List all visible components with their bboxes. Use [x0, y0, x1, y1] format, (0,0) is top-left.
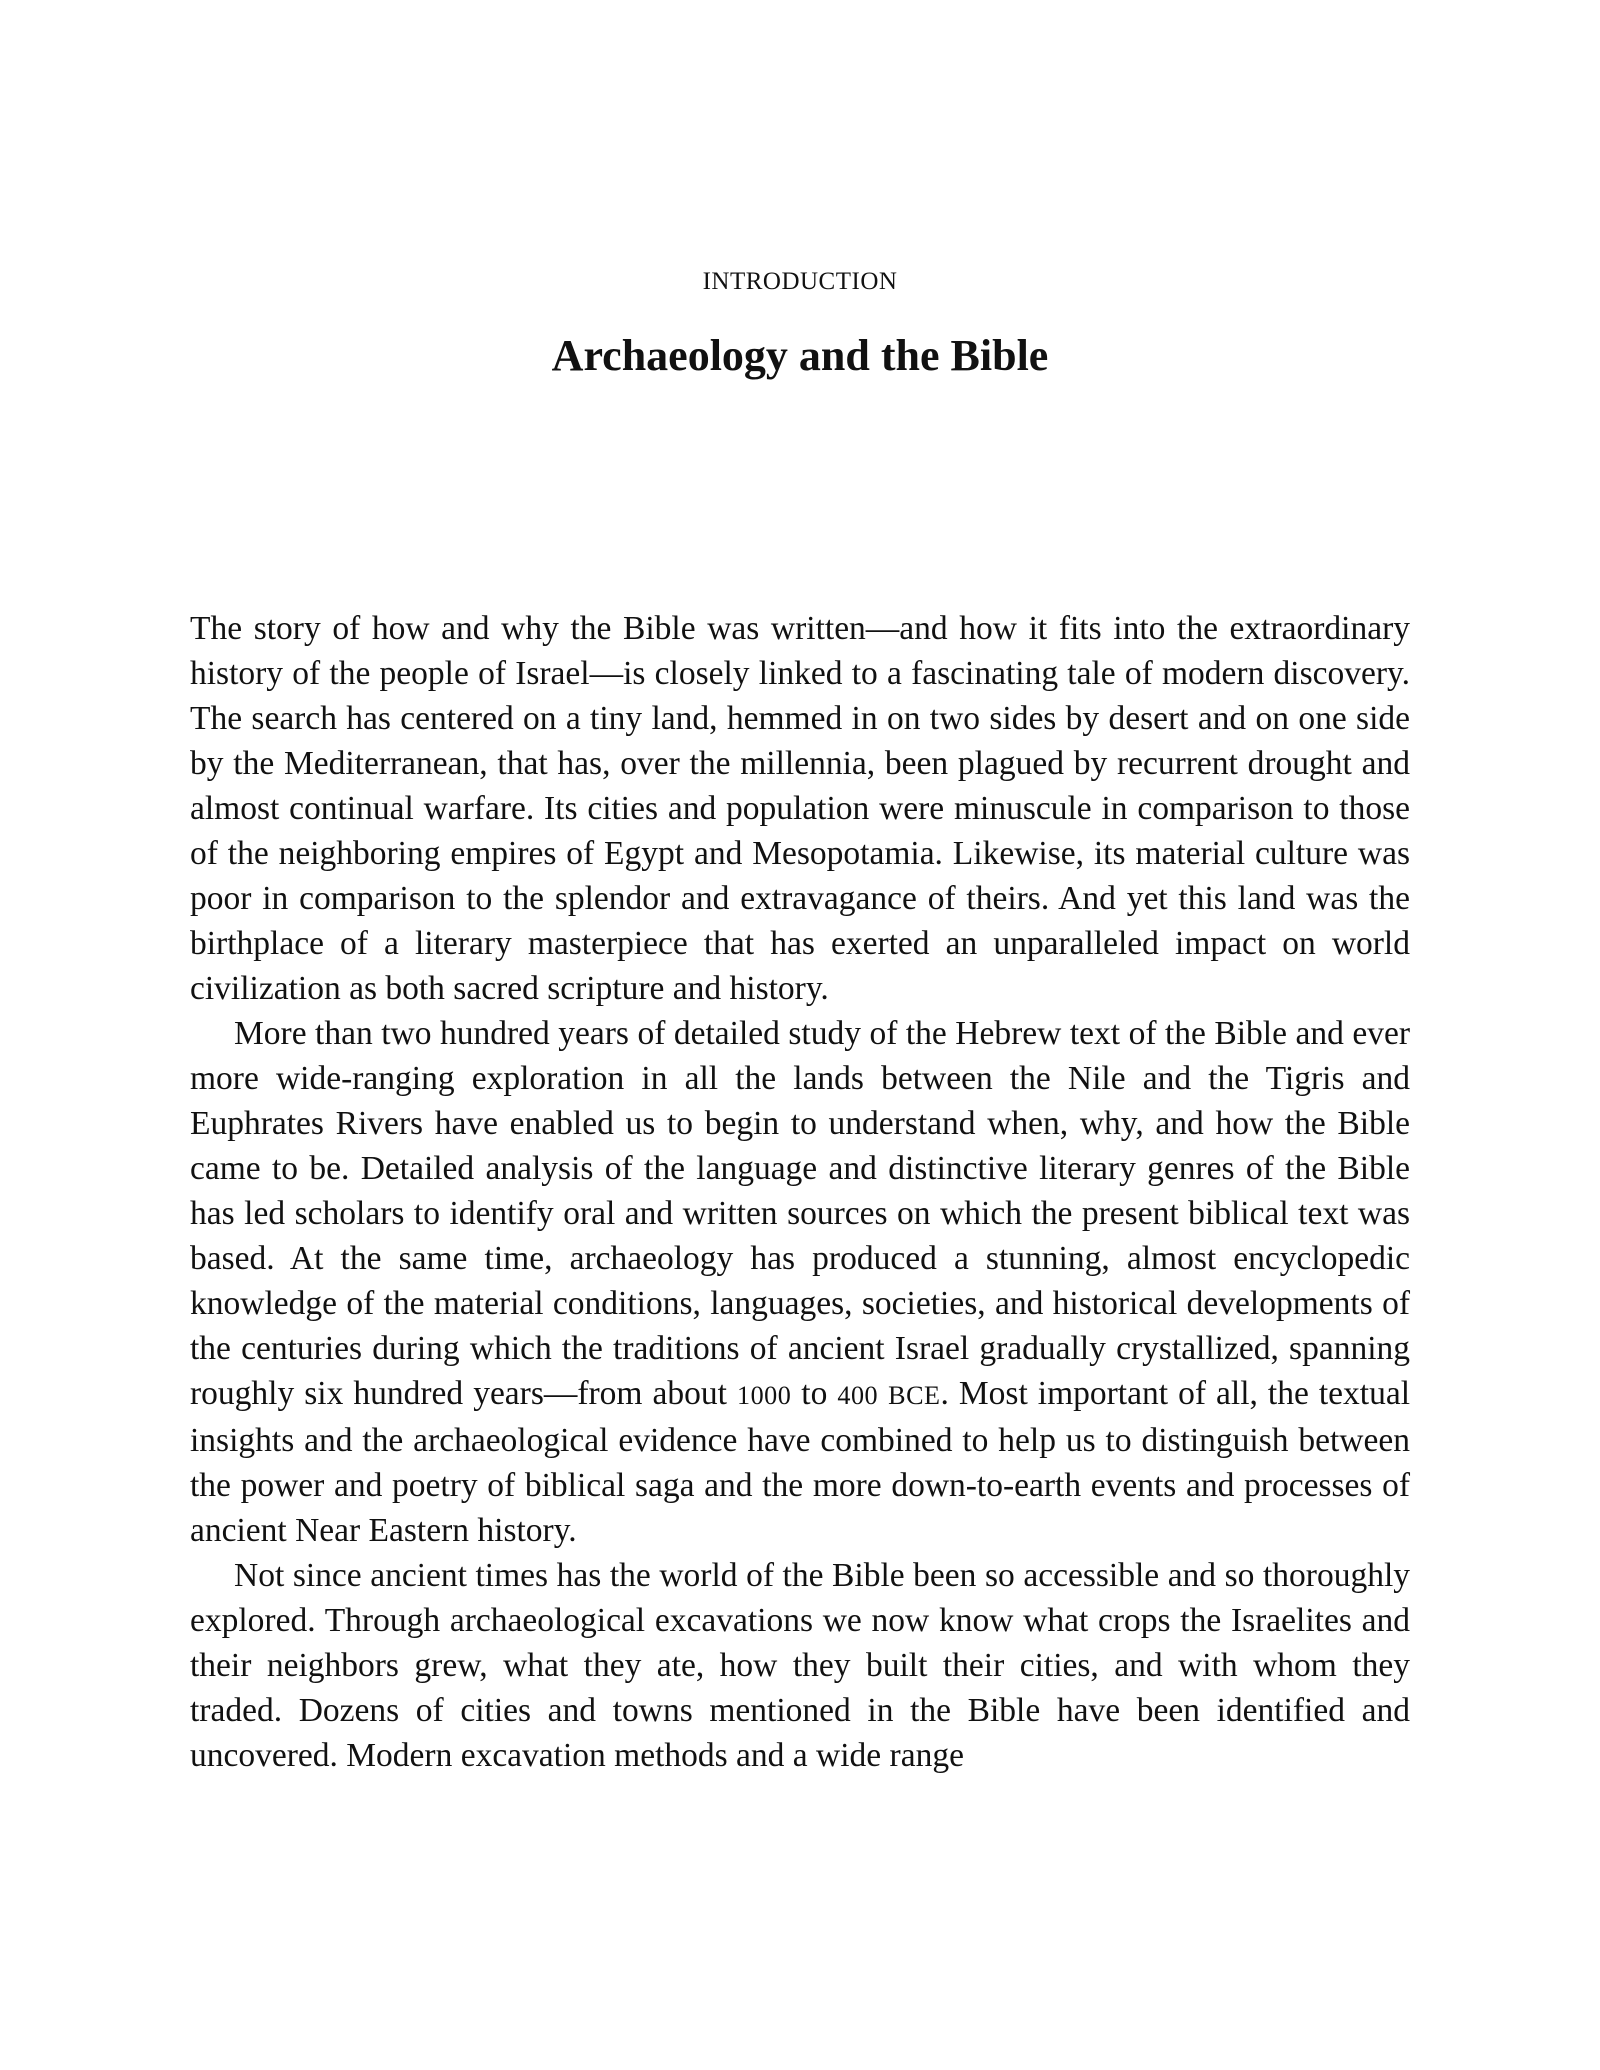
chapter-title: Archaeology and the Bible: [551, 331, 1049, 380]
year-start: 1000: [737, 1381, 792, 1410]
paragraph-2-part-2: . Most important of all, the textual insights and the archaeological evidence have combined to help us to distinguish between the power and poetry of biblical saga and the more down-to-earth events and processes of ancient Near Eastern history.: [190, 1375, 1411, 1549]
paragraph-3: Not since ancient times has the world of the Bible been so accessible and so thoroughly explored. Through archaeological excavations we now know what crops the Israelites and their neighbors grew, what they ate, how they built their cities, and with whom they traded. Dozens of cities and towns mentioned in the Bible have been identified and uncovered. Modern excavation methods and a wide range: [190, 1557, 1410, 1774]
era-label: BCE: [888, 1381, 941, 1410]
to-word: to: [801, 1375, 828, 1412]
year-end: 400: [837, 1381, 879, 1410]
paragraph-2-part-1: More than two hundred years of detailed study of the Hebrew text of the Bible and ever more wide-ranging exploration in all the lands between the Nile and the Tigris and Euphrates Rivers have enabled us to begin to understand when, why, and how the Bible came to be. Detailed analysis of the language and distinctive literary genres of the Bible has led scholars to identify oral and written sources on which the present biblical text was based. At the same time, archaeology has produced a stunning, almost encyclopedic knowledge of the material conditions, languages, societies, and historical developments of the centuries during which the traditions of ancient Israel gradually crystallized, spanning roughly six hundred years—from about: [190, 1015, 1410, 1412]
paragraph-1: The story of how and why the Bible was written—and how it fits into the extraordinary history of the people of Israel—is closely linked to a fascinating tale of modern discovery. The search has centered on a tiny land, hemmed in on two sides by desert and on one side by the Mediterranean, that has, over the millennia, been plagued by recurrent drought and almost continual warfare. Its cities and population were minuscule in comparison to those of the neighboring empires of Egypt and Mesopotamia. Likewise, its material culture was poor in comparison to the splendor and extravagance of theirs. And yet this land was the birthplace of a literary masterpiece that has exerted an unparalleled impact on world civilization as both sacred scripture and history.: [190, 610, 1410, 1007]
body-text: [190, 606, 1410, 1778]
section-label: INTRODUCTION: [702, 268, 898, 295]
paragraph-2: [190, 1011, 1410, 1553]
